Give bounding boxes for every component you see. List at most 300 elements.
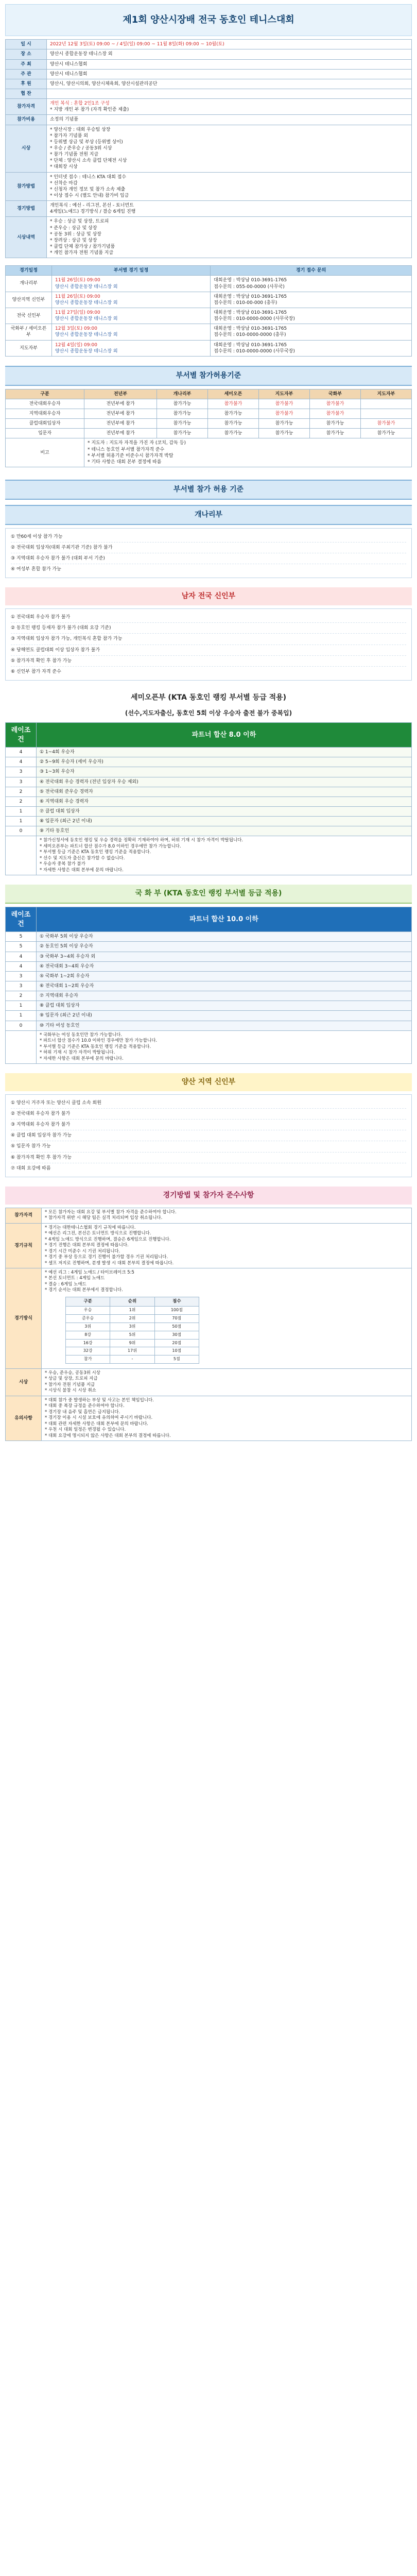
info-value bbox=[47, 40, 412, 49]
eligibility-cell: 참가가능 bbox=[309, 429, 360, 438]
eligibility-name: 클럽대회입상자 bbox=[6, 419, 84, 429]
info-line: 개인복식 : 예선 - 리그전, 본선 - 토너먼트 bbox=[50, 203, 134, 209]
grade-text: ⑨ 입문자 (최근 2년 이내) bbox=[37, 1011, 412, 1021]
eligibility-cell: 참가불가 bbox=[258, 399, 309, 409]
info-line: * 우승 : 상금 및 상장, 트로피 bbox=[50, 219, 109, 225]
grade-note: * 국화부는 여성 동호인만 참가 가능합니다. bbox=[40, 1032, 123, 1038]
list-item: ③ 지역대회 우승자 참가 불가 bbox=[11, 1120, 406, 1130]
info-label: 참가자격 bbox=[6, 99, 47, 115]
tournament-title: 제1회 양산시장배 전국 동호인 테니스대회 bbox=[5, 4, 412, 36]
info-row bbox=[6, 99, 412, 115]
grade-text: ① 1~4회 우승자 bbox=[37, 748, 412, 757]
eligibility-header: 세미오픈 bbox=[207, 389, 258, 399]
eligibility-notes bbox=[84, 438, 412, 467]
grade-row bbox=[6, 961, 412, 971]
rules-label: 경기규칙 bbox=[6, 1223, 42, 1268]
grade-level: 3 bbox=[6, 767, 37, 777]
info-line: * 대회장 시상 bbox=[50, 164, 78, 170]
score-cell: 8강 bbox=[66, 1331, 110, 1339]
rules-line: * 결승 : 6게임 노애드 bbox=[45, 1281, 86, 1287]
schedule-date-line: 12월 3일(토) 09:00 bbox=[55, 326, 97, 332]
grade-level: 1 bbox=[6, 817, 37, 826]
grade-row bbox=[6, 807, 412, 817]
grade-row bbox=[6, 932, 412, 942]
grade-text: ⑥ 지역대회 우승 경력자 bbox=[37, 796, 412, 806]
schedule-dates bbox=[52, 292, 211, 308]
info-table bbox=[5, 39, 412, 258]
info-line: * 선착순 마감 bbox=[50, 180, 78, 186]
info-row bbox=[6, 125, 412, 172]
local-rookie-list bbox=[5, 1094, 412, 1177]
info-line: 양산시 종합운동장 테니스장 외 bbox=[50, 52, 113, 57]
list-item: ② 전국대회 입상자(대회 주최기관 기준) 참가 불가 bbox=[11, 543, 406, 553]
info-label: 시상 bbox=[6, 125, 47, 172]
grade-level: 5 bbox=[6, 932, 37, 942]
score-row bbox=[66, 1347, 199, 1355]
rookie-title: 남자 전국 신인부 bbox=[5, 587, 412, 605]
schedule-row bbox=[6, 340, 412, 356]
grade-level: 4 bbox=[6, 952, 37, 961]
score-header: 점수 bbox=[154, 1297, 199, 1306]
grade-note: * 허위 기재 시 참가 자격이 박탈됩니다. bbox=[40, 1050, 115, 1056]
score-cell: 3위 bbox=[66, 1323, 110, 1331]
info-value bbox=[47, 217, 412, 258]
info-label: 참가방법 bbox=[6, 172, 47, 201]
info-row bbox=[6, 49, 412, 59]
score-cell: 우승 bbox=[66, 1307, 110, 1315]
eligibility-note: * 테니스 동호인 부서별 참가자격 준수 bbox=[88, 447, 165, 452]
eligibility-cell: 참가가능 bbox=[157, 399, 207, 409]
info-line: 4게임(노애드) 경기방식 / 결승 6게임 진행 bbox=[50, 209, 136, 215]
info-line: 양산시 테니스협회 bbox=[50, 61, 88, 67]
grade-text: ⑨ 기타 동호인 bbox=[37, 826, 412, 836]
schedule-contact-line: 대회운영 : 박상남 010-3691-1765 bbox=[214, 294, 287, 299]
info-label: 장 소 bbox=[6, 49, 47, 59]
eligibility-note: * 부서별 허용기준 미준수시 참가자격 박탈 bbox=[88, 453, 173, 459]
grade-row bbox=[6, 942, 412, 952]
score-cell: 참가 bbox=[66, 1355, 110, 1364]
info-label: 경기방법 bbox=[6, 201, 47, 217]
nari-title: 개나리부 bbox=[5, 505, 412, 525]
eligibility-cell: 참가불가 bbox=[360, 419, 411, 429]
list-item: ④ 클럽 대회 입상자 참가 가능 bbox=[11, 1130, 406, 1141]
info-line: * 양산시장 : 대회 우승팀 상장 bbox=[50, 127, 111, 132]
grade-note: * 자세한 사항은 대회 본부에 문의 바랍니다. bbox=[40, 1056, 124, 1061]
score-table bbox=[65, 1297, 199, 1364]
rules-table bbox=[5, 1208, 412, 1441]
score-cell: 50점 bbox=[154, 1323, 199, 1331]
grade-notes-label bbox=[6, 1030, 37, 1063]
rules-label: 유의사항 bbox=[6, 1396, 42, 1440]
grade-row bbox=[6, 817, 412, 826]
grade-row bbox=[6, 787, 412, 796]
score-header: 순위 bbox=[110, 1297, 154, 1306]
grade-row bbox=[6, 748, 412, 757]
score-cell: 2위 bbox=[110, 1315, 154, 1323]
chrysanthemum-table bbox=[5, 907, 412, 1064]
eligibility-cell: 참가가능 bbox=[157, 409, 207, 418]
eligibility-name: 입문자 bbox=[6, 429, 84, 438]
chrysanthemum-title: 국 화 부 (KTA 동호인 랭킹 부서별 등급 적용) bbox=[5, 885, 412, 904]
list-item: ③ 지역대회 입상자 참가 가능, 개인복식 혼합 참가 가능 bbox=[11, 634, 406, 645]
rules-line: * 모든 참가자는 대회 요강 및 부서별 참가 자격을 준수하여야 합니다. bbox=[45, 1209, 177, 1215]
schedule-header-dept: 경기일정 bbox=[6, 266, 52, 276]
list-item: ② 전국대회 우승자 참가 불가 bbox=[11, 1109, 406, 1120]
grade-row bbox=[6, 1001, 412, 1011]
rules-content bbox=[42, 1208, 412, 1223]
rules-label: 경기방식 bbox=[6, 1268, 42, 1368]
eligibility-notes-label: 비고 bbox=[6, 438, 84, 467]
eligibility-header: 구분 bbox=[6, 389, 84, 399]
schedule-date-line: 양산시 종합운동장 테니스장 외 bbox=[55, 332, 118, 338]
eligibility-header: 국화부 bbox=[309, 389, 360, 399]
grade-level: 2 bbox=[6, 787, 37, 796]
rules-line: * 대회 관련 자세한 사항은 대회 본부에 문의 바랍니다. bbox=[45, 1421, 149, 1427]
info-label: 일 시 bbox=[6, 40, 47, 49]
info-line: 개인 복식 : 혼합 2인1조 구성 bbox=[50, 101, 110, 107]
rules-line: * 4게임 노애드 방식으로 진행하며, 결승은 6게임으로 진행합니다. bbox=[45, 1236, 171, 1242]
score-header-row bbox=[66, 1297, 199, 1306]
grade-level: 4 bbox=[6, 757, 37, 767]
semi-open-col-partner: 파트너 합산 8.0 이하 bbox=[37, 723, 412, 748]
schedule-header-dates: 부서별 경기 일정 bbox=[52, 266, 211, 276]
rules-line: * 참가자격 위반 시 해당 팀은 실격 처리되며 입상 취소됩니다. bbox=[45, 1215, 163, 1221]
grade-text: ⑤ 국화부 1~2회 우승자 bbox=[37, 971, 412, 981]
list-item: ③ 지역대회 우승자 참가 불가 (대회 부서 기준) bbox=[11, 553, 406, 564]
score-cell: 1위 bbox=[110, 1307, 154, 1315]
grade-level: 2 bbox=[6, 991, 37, 1001]
grade-note: * 파트너 합산 점수가 10.0 이하인 경우에만 참가 가능합니다. bbox=[40, 1038, 158, 1044]
rules-content bbox=[42, 1396, 412, 1440]
grade-row bbox=[6, 1011, 412, 1021]
schedule-contact-line: 대회운영 : 박상남 010-3691-1765 bbox=[214, 310, 287, 315]
rules-line: * 경기 중 부상 등으로 경기 진행이 불가할 경우 기권 처리됩니다. bbox=[45, 1255, 168, 1260]
grade-notes bbox=[37, 1030, 412, 1063]
score-cell: 20점 bbox=[154, 1339, 199, 1347]
info-value bbox=[47, 201, 412, 217]
eligibility-cell: 참가가능 bbox=[309, 419, 360, 429]
grade-row bbox=[6, 796, 412, 806]
eligibility-row bbox=[6, 419, 412, 429]
eligibility-cell: 참가가능 bbox=[258, 429, 309, 438]
info-label: 협 찬 bbox=[6, 89, 47, 99]
eligibility-row bbox=[6, 409, 412, 418]
info-row bbox=[6, 217, 412, 258]
eligibility-name: 지역대회우승자 bbox=[6, 409, 84, 418]
info-line: * 신청자 개인 정보 및 참가 소속 제출 bbox=[50, 187, 126, 192]
rules-title: 경기방법 및 참가자 준수사항 bbox=[5, 1187, 412, 1205]
schedule-contact-line: 대회운영 : 박상남 010-3691-1765 bbox=[214, 342, 287, 348]
rules-content bbox=[42, 1368, 412, 1396]
grade-row bbox=[6, 952, 412, 961]
schedule-date-line: 양산시 종합운동장 테니스장 외 bbox=[55, 348, 118, 354]
eligibility-cell bbox=[360, 409, 411, 418]
eligibility-cell: 참가불가 bbox=[258, 409, 309, 418]
rules-line: * 경기 시간 미준수 시 기권 처리됩니다. bbox=[45, 1248, 120, 1254]
list-item: ⑥ 신인부 참가 자격 준수 bbox=[11, 669, 61, 674]
grade-level: 1 bbox=[6, 1011, 37, 1021]
score-row bbox=[66, 1331, 199, 1339]
schedule-date-line: 11월 26일(토) 09:00 bbox=[55, 294, 100, 299]
grade-level: 0 bbox=[6, 826, 37, 836]
semi-open-table bbox=[5, 722, 412, 875]
score-cell: 3위 bbox=[110, 1323, 154, 1331]
eligibility-cell bbox=[360, 399, 411, 409]
eligibility-row bbox=[6, 429, 412, 438]
score-cell: 100점 bbox=[154, 1307, 199, 1315]
info-label: 시상내역 bbox=[6, 217, 47, 258]
list-item: ① 양산시 거주자 또는 양산시 클럽 소속 회원 bbox=[11, 1098, 406, 1109]
rules-line: * 셀프 저지로 진행하며, 분쟁 발생 시 대회 본부의 결정에 따릅니다. bbox=[45, 1260, 174, 1266]
rules-line: * 참가자 전원 기념품 지급 bbox=[45, 1382, 95, 1387]
schedule-contact bbox=[211, 340, 412, 356]
score-header: 구분 bbox=[66, 1297, 110, 1306]
grade-text: ① 국화부 5회 이상 우승자 bbox=[37, 932, 412, 942]
schedule-contact bbox=[211, 308, 412, 324]
score-row bbox=[66, 1355, 199, 1364]
info-line: 양산시 테니스협회 bbox=[50, 71, 88, 77]
grade-row bbox=[6, 971, 412, 981]
grade-row bbox=[6, 826, 412, 836]
schedule-date-line: 12월 4일(일) 09:00 bbox=[55, 342, 97, 348]
info-label: 참가비용 bbox=[6, 115, 47, 125]
info-value bbox=[47, 99, 412, 115]
schedule-contact-line: 접수문의 : 055-00-0000 (사무국) bbox=[214, 284, 285, 290]
list-item: ④ 여성부 혼합 참가 가능 bbox=[11, 567, 61, 572]
info-line: * 단체 : 양산시 소속 클럽 단체전 시상 bbox=[50, 158, 127, 164]
eligibility-cell: 참가불가 bbox=[309, 409, 360, 418]
rules-line: * 경기장 이용 시 시설 보호에 유의하여 주시기 바랍니다. bbox=[45, 1415, 153, 1421]
grade-text: ⑥ 전국대회 1~2회 우승자 bbox=[37, 981, 412, 991]
schedule-dept: 지도자부 bbox=[6, 340, 52, 356]
schedule-date-line: 11월 26일(토) 09:00 bbox=[55, 278, 100, 283]
info-row bbox=[6, 40, 412, 49]
list-item: ① 전국대회 우승자 참가 불가 bbox=[11, 612, 406, 623]
schedule-date-line: 11월 27일(일) 09:00 bbox=[55, 310, 100, 315]
list-item: ⑥ 참가자격 확인 후 참가 가능 bbox=[11, 1153, 406, 1163]
rules-row bbox=[6, 1268, 412, 1368]
rules-line: * 경기는 대한테니스협회 경기 규칙에 따릅니다. bbox=[45, 1225, 136, 1230]
schedule-dept: 개나리부 bbox=[6, 276, 52, 292]
grade-level: 2 bbox=[6, 796, 37, 806]
schedule-row bbox=[6, 292, 412, 308]
eligibility-header: 지도자부 bbox=[258, 389, 309, 399]
schedule-contact-line: 접수문의 : 010-0000-0000 (사무국장) bbox=[214, 316, 295, 322]
info-label: 주 최 bbox=[6, 59, 47, 69]
schedule-dept: 전국 신인부 bbox=[6, 308, 52, 324]
grade-notes-label bbox=[6, 836, 37, 875]
score-row bbox=[66, 1315, 199, 1323]
score-cell: 70점 bbox=[154, 1315, 199, 1323]
rules-row bbox=[6, 1396, 412, 1440]
list-item: ⑤ 참가자격 확인 후 참가 가능 bbox=[11, 656, 406, 667]
rules-line: * 예선 리그 : 4게임 노애드 / 타이브레이크 5:5 bbox=[45, 1269, 134, 1275]
grade-level: 3 bbox=[6, 971, 37, 981]
rules-line: * 시상식 불참 시 시상 취소 bbox=[45, 1388, 96, 1394]
eligibility-cell: 전년부에 참가 bbox=[84, 409, 157, 418]
schedule-dates bbox=[52, 308, 211, 324]
grade-level: 1 bbox=[6, 807, 37, 817]
grade-row bbox=[6, 991, 412, 1001]
schedule-row bbox=[6, 324, 412, 340]
rules-line: * 예선은 리그전, 본선은 토너먼트 방식으로 진행합니다. bbox=[45, 1231, 151, 1236]
score-cell: - bbox=[110, 1355, 154, 1364]
info-value bbox=[47, 125, 412, 172]
eligibility-cell: 참가가능 bbox=[157, 429, 207, 438]
score-cell: 16강 bbox=[66, 1339, 110, 1347]
info-row bbox=[6, 172, 412, 201]
rules-line: * 우승, 준우승, 공동3위 시상 bbox=[45, 1370, 100, 1376]
info-line: * 장려상 : 상금 및 상장 bbox=[50, 238, 97, 243]
info-line: * 클럽 단체 참가상 / 참가기념품 bbox=[50, 244, 115, 249]
rules-line: * 대회 중 복장 규정을 준수하여야 합니다. bbox=[45, 1403, 125, 1409]
grade-text: ② 5~9회 우승자 (세미 우승자) bbox=[37, 757, 412, 767]
info-line: * 참가 기념품 전원 지급 bbox=[50, 152, 99, 158]
schedule-row bbox=[6, 276, 412, 292]
info-line: * 참가자 기념품 외 bbox=[50, 133, 88, 139]
grade-level: 4 bbox=[6, 961, 37, 971]
info-label: 후 원 bbox=[6, 79, 47, 89]
grade-note: * 자세한 사항은 대회 본부에 문의 바랍니다. bbox=[40, 867, 124, 873]
rules-line: * 경기 진행은 대회 본부의 결정에 따릅니다. bbox=[45, 1243, 129, 1248]
schedule-row bbox=[6, 308, 412, 324]
eligibility-cell: 전년부에 참가 bbox=[84, 429, 157, 438]
info-row bbox=[6, 59, 412, 69]
semi-open-title: 세미오픈부 (KTA 동호인 랭킹 부서별 등급 적용) bbox=[130, 693, 287, 702]
info-line: * 이상 접수 시 (별도 안내) 참가비 입금 bbox=[50, 193, 129, 198]
rules-line: * 경기 순서는 대회 본부에서 결정합니다. bbox=[45, 1287, 123, 1293]
info-value bbox=[47, 172, 412, 201]
score-cell: 10점 bbox=[154, 1347, 199, 1355]
grade-note: * 우승자 중복 참가 불가 bbox=[40, 861, 85, 867]
rules-line: * 우천 시 대회 일정은 변경될 수 있습니다. bbox=[45, 1427, 126, 1433]
grade-row bbox=[6, 981, 412, 991]
grade-level: 0 bbox=[6, 1021, 37, 1030]
semi-open-col-condition: 레이조건 bbox=[6, 723, 37, 748]
info-line: * 지방 개인 부 참가 (자격 확인증 제출) bbox=[50, 107, 129, 113]
grade-level: 5 bbox=[6, 942, 37, 952]
score-cell: 준우승 bbox=[66, 1315, 110, 1323]
info-value bbox=[47, 89, 412, 99]
rules-label: 참가자격 bbox=[6, 1208, 42, 1223]
info-line: * 공동 3위 : 상금 및 상장 bbox=[50, 231, 101, 237]
schedule-date-line: 양산시 종합운동장 테니스장 외 bbox=[55, 284, 118, 290]
grade-row bbox=[6, 767, 412, 777]
grade-text: ⑩ 기타 여성 동호인 bbox=[37, 1021, 412, 1030]
schedule-contact-line: 접수문의 : 010-0000-0000 (총무) bbox=[214, 332, 286, 338]
schedule-contact bbox=[211, 324, 412, 340]
eligibility-cell: 참가가능 bbox=[207, 409, 258, 418]
rules-line: * 본선 토너먼트 : 4게임 노애드 bbox=[45, 1276, 105, 1281]
grade-note: * 세미오픈부는 파트너 합산 점수가 8.0 이하인 경우에만 참가 가능합니다. bbox=[40, 843, 181, 849]
score-row bbox=[66, 1307, 199, 1315]
info-line: * 인터넷 접수 : 테니스 KTA 대회 접수 bbox=[50, 174, 127, 180]
rookie-list bbox=[5, 608, 412, 681]
info-line: * 준우승 : 상금 및 상장 bbox=[50, 225, 97, 231]
info-value bbox=[47, 59, 412, 69]
grade-note: * 부서별 등급 기준은 KTA 동호인 랭킹 기준을 적용합니다. bbox=[40, 1044, 151, 1049]
schedule-header-contact: 경기 접수 문의 bbox=[211, 266, 412, 276]
grade-text: ⑦ 지역대회 우승자 bbox=[37, 991, 412, 1001]
rules-content bbox=[42, 1223, 412, 1268]
info-row bbox=[6, 79, 412, 89]
grade-note: * 참가신청서에 동호인 랭킹 및 우승 경력을 정확히 기재하여야 하며, 허위 기재 시 참가 자격이 박탈됩니다. bbox=[40, 838, 244, 843]
grade-note: * 선수 및 지도자 출신은 참가할 수 없습니다. bbox=[40, 855, 125, 861]
grade-text: ⑤ 전국대회 준우승 경력자 bbox=[37, 787, 412, 796]
rules-row bbox=[6, 1368, 412, 1396]
eligibility-cell: 참가가능 bbox=[157, 419, 207, 429]
eligibility-note: * 지도자 : 지도자 자격을 가진 자 (코치, 감독 등) bbox=[88, 440, 186, 446]
eligibility-cell: 참가불가 bbox=[207, 399, 258, 409]
info-row bbox=[6, 89, 412, 99]
rules-line: * 상금 및 상장, 트로피 지급 bbox=[45, 1376, 98, 1382]
schedule-contact bbox=[211, 292, 412, 308]
grade-note: * 부서별 등급 기준은 KTA 동호인 랭킹 기준을 적용합니다. bbox=[40, 850, 151, 855]
grade-text: ⑧ 입문자 (최근 2년 이내) bbox=[37, 817, 412, 826]
schedule-dates bbox=[52, 340, 211, 356]
eligibility-cell: 전년부에 참가 bbox=[84, 399, 157, 409]
eligibility-header: 지도자부 bbox=[360, 389, 411, 399]
schedule-dates bbox=[52, 324, 211, 340]
info-line: 양산시, 양산시의회, 양산시체육회, 양산시설관리공단 bbox=[50, 81, 158, 87]
allowed-section-title: 부서별 참가 허용 기준 bbox=[5, 480, 412, 500]
grade-text: ④ 전국대회 우승 경력자 (전년 입상자 우승 제외) bbox=[37, 777, 412, 787]
eligibility-row bbox=[6, 399, 412, 409]
eligibility-header: 전년부 bbox=[84, 389, 157, 399]
score-row bbox=[66, 1323, 199, 1331]
rules-row bbox=[6, 1208, 412, 1223]
list-item: ① 만60세 이상 참가 가능 bbox=[11, 532, 406, 543]
grade-text: ③ 1~3회 우승자 bbox=[37, 767, 412, 777]
eligibility-cell: 참가가능 bbox=[360, 429, 411, 438]
rules-line: * 대회 참가 중 발생하는 부상 및 사고는 본인 책임입니다. bbox=[45, 1397, 154, 1403]
grade-row bbox=[6, 1021, 412, 1030]
grade-level: 1 bbox=[6, 1001, 37, 1011]
eligibility-name: 전국대회우승자 bbox=[6, 399, 84, 409]
chrysanthemum-col-condition: 레이조건 bbox=[6, 907, 37, 932]
score-row bbox=[66, 1339, 199, 1347]
grade-text: ③ 국화부 3~4회 우승자 외 bbox=[37, 952, 412, 961]
info-line: 2022년 12월 3일(토) 09:00 ~ / 4일(일) 09:00 ~ 11월 8일(화) 09:00 ~ 10월(토) bbox=[50, 42, 224, 47]
score-cell: 17위 bbox=[110, 1347, 154, 1355]
info-row bbox=[6, 69, 412, 79]
schedule-contact-line: 대회운영 : 박상남 010-3691-1765 bbox=[214, 278, 287, 283]
grade-row bbox=[6, 757, 412, 767]
grade-level: 4 bbox=[6, 748, 37, 757]
schedule-dates bbox=[52, 276, 211, 292]
schedule-contact-line: 접수문의 : 010-00-000 (총무) bbox=[214, 300, 277, 306]
grade-notes bbox=[37, 836, 412, 875]
grade-row bbox=[6, 777, 412, 787]
info-row bbox=[6, 201, 412, 217]
nari-list bbox=[5, 528, 412, 579]
semi-open-subtitle: (선수,지도자출신, 동호인 5회 이상 우승자 출전 불가 중복입) bbox=[125, 709, 292, 717]
chrysanthemum-col-partner: 파트너 합산 10.0 이하 bbox=[37, 907, 412, 932]
eligibility-cell: 참가가능 bbox=[207, 429, 258, 438]
rules-label: 시상 bbox=[6, 1368, 42, 1396]
schedule-contact-line: 접수문의 : 010-0000-0000 (사무국장) bbox=[214, 348, 295, 354]
eligibility-section-title: 부서별 참가허용기준 bbox=[5, 366, 412, 386]
eligibility-cell: 참가가능 bbox=[258, 419, 309, 429]
grade-text: ② 동호인 5회 이상 우승자 bbox=[37, 942, 412, 952]
info-line: * 우승 / 준우승 / 공동3위 시상 bbox=[50, 145, 112, 151]
info-line: * 개인 참가자 전원 기념품 지급 bbox=[50, 250, 114, 256]
list-item: ② 동호인 랭킹 등재자 참가 불가 (대회 요강 기준) bbox=[11, 623, 406, 634]
info-value bbox=[47, 69, 412, 79]
schedule-dept: 국화부 / 세미오픈부 bbox=[6, 324, 52, 340]
eligibility-cell: 참가가능 bbox=[207, 419, 258, 429]
grade-notes-row bbox=[6, 1030, 412, 1063]
